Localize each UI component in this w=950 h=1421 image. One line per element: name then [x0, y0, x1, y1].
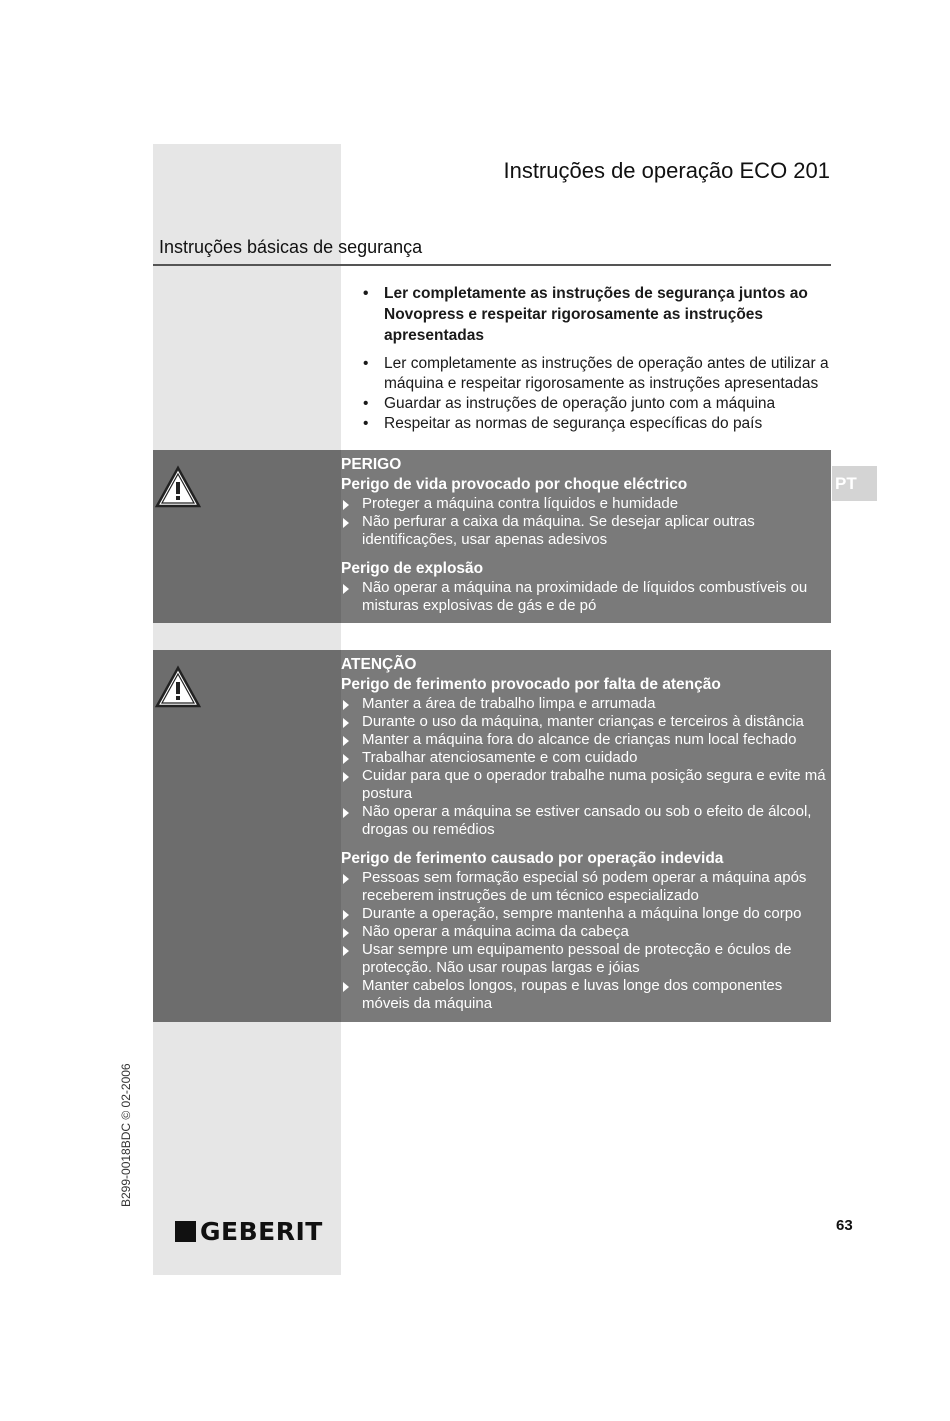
warning-triangle-icon [155, 665, 201, 709]
arrow-right-icon [343, 928, 349, 938]
brand-name: GEBERIT [200, 1216, 323, 1246]
bullet-icon: • [363, 395, 369, 412]
list-item: Não operar a máquina se estiver cansado ou sob o efeito de álcool, drogas ou remédios [341, 803, 829, 839]
bullet-icon: • [363, 285, 369, 302]
caution-content [341, 655, 829, 1013]
caution-list [341, 695, 829, 839]
caution-heading: Perigo de ferimento causado por operação indevida [341, 850, 724, 867]
danger-box-side [153, 450, 341, 623]
page-number: 63 [836, 1217, 853, 1234]
arrow-right-icon [343, 754, 349, 764]
arrow-right-icon [343, 718, 349, 728]
danger-box [153, 450, 831, 623]
arrow-right-icon [343, 500, 349, 510]
list-item: Trabalhar atenciosamente e com cuidado [341, 749, 829, 767]
danger-list [341, 495, 829, 549]
arrow-right-icon [343, 584, 349, 594]
section-divider [153, 264, 831, 266]
document-title: Instruções de operação ECO 201 [503, 158, 830, 183]
arrow-right-icon [343, 946, 349, 956]
danger-content [341, 455, 829, 615]
list-item: Manter a área de trabalho limpa e arrumada [341, 695, 829, 713]
list-item: Manter a máquina fora do alcance de crianças num local fechado [341, 731, 829, 749]
bullet-icon: • [363, 355, 369, 372]
list-item: • Guardar as instruções de operação junto com a máquina [363, 395, 776, 412]
danger-label: PERIGO [341, 456, 402, 473]
list-item: Manter cabelos longos, roupas e luvas longe dos componentes móveis da máquina [341, 977, 829, 1013]
caution-box [153, 650, 831, 1022]
arrow-right-icon [343, 736, 349, 746]
arrow-right-icon [343, 518, 349, 528]
arrow-right-icon [343, 982, 349, 992]
list-item: • Ler completamente as instruções de operação antes de utilizar a máquina e respeitar rigorosamente as instruções apresentadas [363, 355, 829, 392]
language-tab: PT [832, 466, 877, 501]
danger-list [341, 579, 829, 615]
caution-box-side [153, 650, 341, 1022]
list-item: Não operar a máquina acima da cabeça [341, 923, 829, 941]
arrow-right-icon [343, 910, 349, 920]
bullet-icon: • [363, 415, 369, 432]
list-item: Usar sempre um equipamento pessoal de protecção e óculos de protecção. Não usar roupas largas e jóias [341, 941, 829, 977]
logo-square-icon [175, 1221, 196, 1242]
list-item: Durante o uso da máquina, manter crianças e terceiros à distância [341, 713, 829, 731]
intro-list [360, 283, 832, 434]
warning-triangle-icon [155, 465, 201, 509]
document-code: B299-0018BDC © 02-2006 [119, 1063, 133, 1207]
caution-heading: Perigo de ferimento provocado por falta de atenção [341, 676, 721, 693]
list-item: Proteger a máquina contra líquidos e humidade [341, 495, 829, 513]
list-item: • Ler completamente as instruções de segurança juntos ao Novopress e respeitar rigorosamente as instruções apresentadas [363, 285, 808, 344]
list-item: Durante a operação, sempre mantenha a máquina longe do corpo [341, 905, 829, 923]
list-item: • Respeitar as normas de segurança específicas do país [363, 415, 763, 432]
caution-list [341, 869, 829, 1013]
danger-heading: Perigo de vida provocado por choque eléctrico [341, 476, 688, 493]
arrow-right-icon [343, 874, 349, 884]
section-title: Instruções básicas de segurança [159, 237, 423, 257]
arrow-right-icon [343, 808, 349, 818]
danger-heading: Perigo de explosão [341, 560, 484, 577]
list-item: Não perfurar a caixa da máquina. Se desejar aplicar outras identificações, usar apenas adesivos [341, 513, 829, 549]
arrow-right-icon [343, 700, 349, 710]
arrow-right-icon [343, 772, 349, 782]
brand-logo [175, 1216, 323, 1246]
caution-label: ATENÇÃO [341, 656, 417, 673]
list-item: Cuidar para que o operador trabalhe numa posição segura e evite má postura [341, 767, 829, 803]
list-item: Pessoas sem formação especial só podem operar a máquina após receberem instruções de um técnico especializado [341, 869, 829, 905]
list-item: Não operar a máquina na proximidade de líquidos combustíveis ou misturas explosivas de gás e de pó [341, 579, 829, 615]
